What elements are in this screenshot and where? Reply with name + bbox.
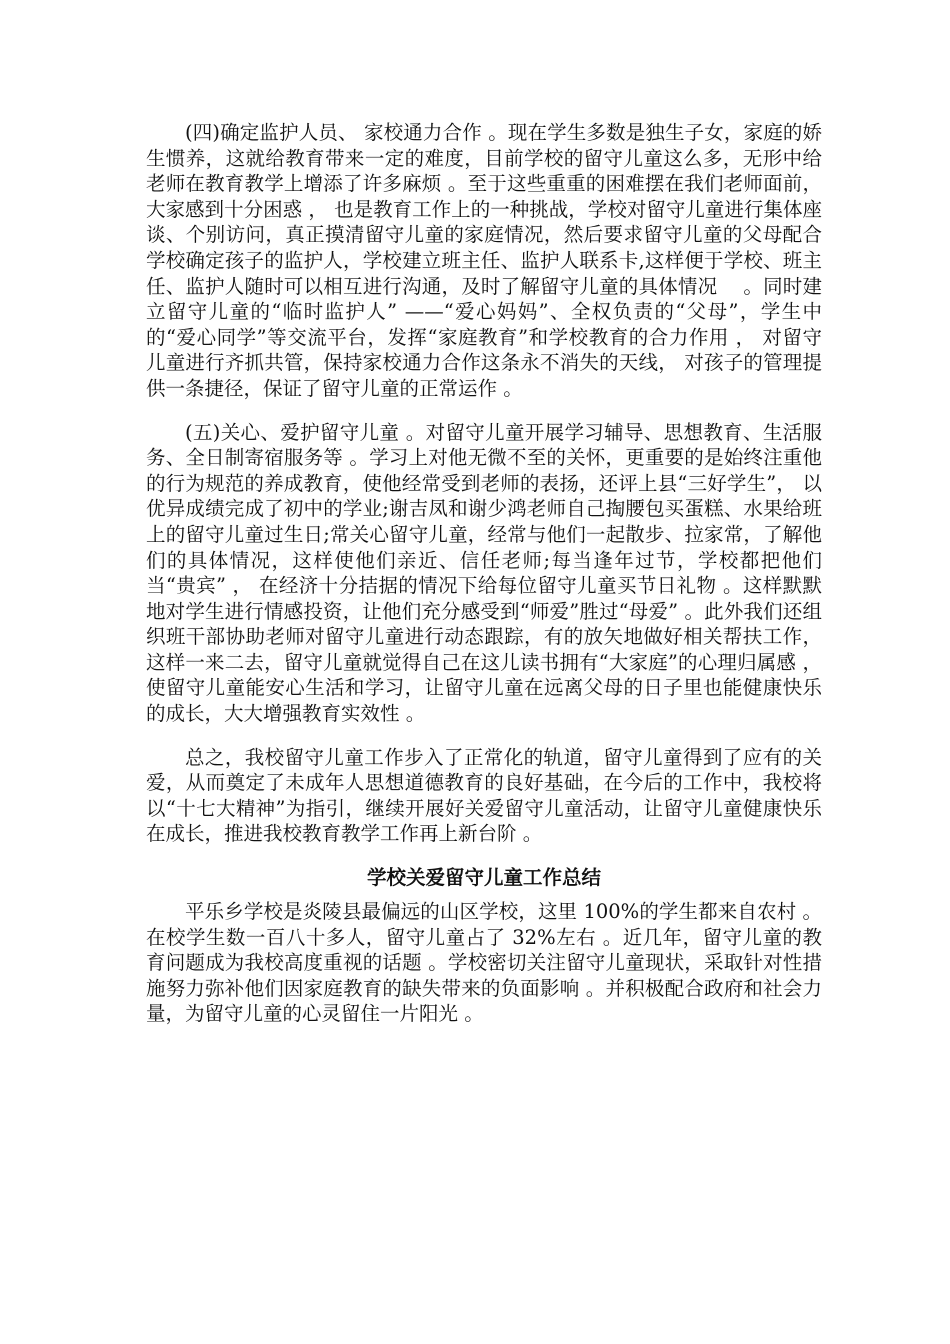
document-page bbox=[146, 120, 822, 1045]
section-heading: 学校关爱留守儿童工作总结 bbox=[366, 866, 601, 890]
paragraph-conclusion: 总之，我校留守儿童工作步入了正常化的轨道，留守儿童得到了应有的关爱，从而奠定了未成年人思想道德教育的良好基础，在今后的工作中，我校将以“十七大精神”为指引，继续开展好关爱留守儿童活动，让留守儿童健康快乐在成长，推进我校教育教学工作再上新台阶 。 bbox=[146, 745, 822, 846]
paragraph-guardian-cooperation: (四)确定监护人员、 家校通力合作 。现在学生多数是独生子女，家庭的娇生惯养，这就给教育带来一定的难度，目前学校的留守儿童这么多，无形中给老师在教育教学上增添了许多麻烦 。至于这些重重的困难摆在我们老师面前，大家感到十分困惑 ， 也是教育工作上的一种挑战，学校对留守儿童进行集体座谈、个别访问，真正摸清留守儿童的家庭情况，然后要求留守儿童的父母配合学校确定孩子的监护人，学校建立班主任、监护人联系卡,这样便于学校、班主任、监护人随时可以相互进行沟通，及时了解留守儿童的具体情况 。同时建立留守儿童的“临时监护人” ——“爱心妈妈”、全权负责的“父母”，学生中的“爱心同学”等交流平台，发挥“家庭教育”和学校教育的合力作用 ， 对留守儿童进行齐抓共管，保持家校通力合作这条永不消失的天线， 对孩子的管理提供一条捷径，保证了留守儿童的正常运作 。 bbox=[146, 121, 822, 400]
paragraph-school-intro: 平乐乡学校是炎陵县最偏远的山区学校，这里 100%的学生都来自农村 。在校学生数一百八十多人，留守儿童占了 32%左右 。近几年，留守儿童的教育问题成为我校高度重视的话题 。学校密切关注留守儿童现状，采取针对性措施努力弥补他们因家庭教育的缺失带来的负面影响 。并积极配合政府和社会力量，为留守儿童的心灵留住一片阳光 。 bbox=[146, 900, 822, 1026]
paragraph-care-for-children: (五)关心、爱护留守儿童 。对留守儿童开展学习辅导、思想教育、生活服务、全日制寄宿服务等 。学习上对他无微不至的关怀，更重要的是始终注重他的行为规范的养成教育，使他经常受到老师的表扬，还评上县“三好学生”， 以优异成绩完成了初中的学业;谢吉凤和谢少鸿老师自己掏腰包买蛋糕、水果给班上的留守儿童过生日;常关心留守儿童，经常与他们一起散步、拉家常，了解他们的具体情况，这样使他们亲近、信任老师;每当逢年过节，学校都把他们当“贵宾” ， 在经济十分拮据的情况下给每位留守儿童买节日礼物 。这样默默地对学生进行情感投资，让他们充分感受到“师爱”胜过“母爱” 。此外我们还组织班干部协助老师对留守儿童进行动态跟踪，有的放矢地做好相关帮扶工作，这样一来二去，留守儿童就觉得自己在这儿读书拥有“大家庭”的心理归属感 ， 使留守儿童能安心生活和学习，让留守儿童在远离父母的日子里也能健康快乐的成长，大大增强教育实效性 。 bbox=[146, 420, 822, 726]
